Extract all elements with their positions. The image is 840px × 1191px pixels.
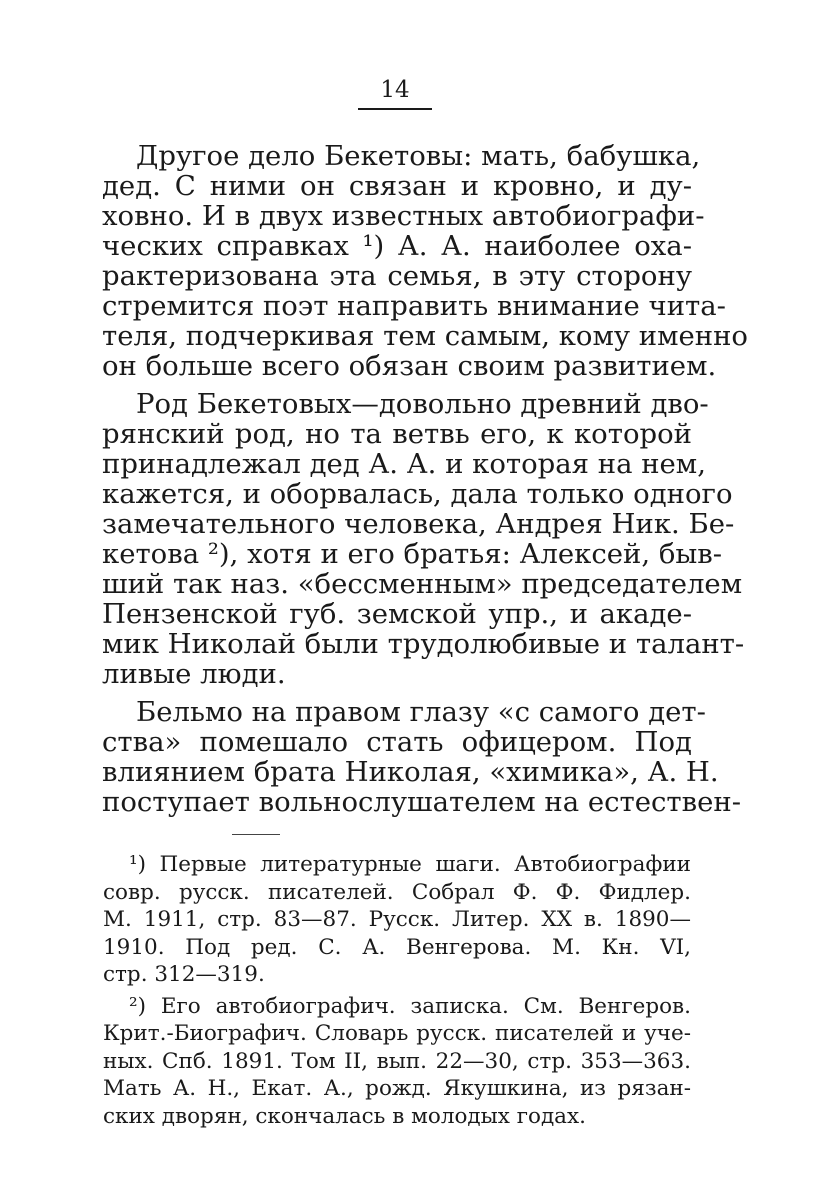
main-text — [102, 140, 748, 818]
footnote-line: ских дворян, скончалась в молодых годах. — [103, 1103, 586, 1129]
text-line: ливые люди. — [102, 658, 286, 690]
text-line: рянский род, но та ветвь его, к которой — [102, 418, 692, 450]
text-line: кетова ²), хотя и его братья: Алексей, быв- — [102, 538, 723, 570]
text-line: Род Бекетовых—довольно древний дво- — [136, 388, 709, 420]
footnote-line: 1910. Под ред. С. А. Венгерова. М. Кн. VI, — [103, 934, 691, 960]
text-line: Другое дело Бекетовы: мать, бабушка, — [136, 140, 701, 172]
footnote-line: ных. Спб. 1891. Том II, вып. 22—30, стр. 353—363. — [103, 1048, 691, 1074]
footnote-line: М. 1911, стр. 83—87. Русск. Литер. XX в. 1890— — [103, 907, 691, 932]
text-line: ческих справках ¹) А. А. наиболее оха- — [102, 230, 692, 262]
text-line: Бельмо на правом глазу «с самого дет- — [136, 696, 706, 728]
footnote-line: ²) Его автобиографич. записка. См. Венгеров. — [129, 993, 691, 1019]
footnote-line: совр. русск. писателей. Собрал Ф. Ф. Фидлер. — [103, 879, 691, 905]
footnotes — [103, 851, 691, 1130]
text-line: ший так наз. «бессменным» председателем — [102, 568, 743, 600]
text-line: стремится поэт направить внимание чита- — [102, 290, 726, 322]
page-number-underline — [358, 108, 432, 110]
text-line: он больше всего обязан своим развитием. — [102, 350, 717, 382]
text-line: кажется, и оборвалась, дала только одного — [102, 478, 733, 510]
footnote-line: стр. 312—319. — [103, 962, 265, 987]
text-line: влиянием брата Николая, «химика», А. Н. — [102, 756, 719, 788]
text-line: замечательного человека, Андрея Ник. Бе- — [102, 508, 735, 540]
text-line: принадлежал дед А. А. и которая на нем, — [102, 448, 706, 480]
text-line: ства» помешало стать офицером. Под — [102, 726, 692, 758]
text-line: дед. С ними он связан и кровно, и ду- — [102, 170, 692, 202]
text-line: теля, подчеркивая тем самым, кому именно — [102, 320, 748, 352]
footnote-line: Мать А. Н., Екат. А., рожд. Якушкина, из рязан- — [103, 1076, 691, 1101]
text-line: поступает вольнослушателем на естествен- — [102, 786, 741, 818]
page-number: 14 — [380, 77, 410, 103]
text-line: рактеризована эта семья, в эту сторону — [102, 260, 692, 292]
text-line: мик Николай были трудолюбивые и талант- — [102, 628, 745, 660]
footnote-line: ¹) Первые литературные шаги. Автобиографии — [129, 852, 691, 877]
footnote-line: Крит.-Биографич. Словарь русск. писателей и уче- — [103, 1021, 691, 1046]
text-line: Пензенской губ. земской упр., и акаде- — [102, 598, 692, 630]
text-line: ховно. И в двух известных автобиографи- — [102, 200, 705, 232]
footnote-separator — [232, 834, 280, 835]
